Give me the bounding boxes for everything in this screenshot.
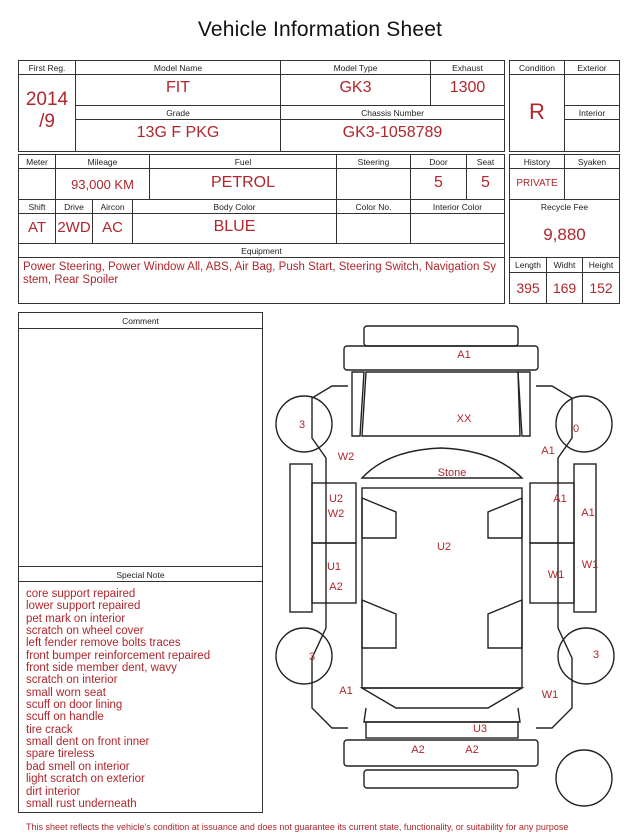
mark-left-front-door-a: U2 <box>328 493 344 505</box>
mark-front-bumper: A1 <box>457 349 471 361</box>
mark-front-right-tire: 0 <box>572 423 580 435</box>
fuel-cell <box>150 155 337 200</box>
aircon-label: Aircon <box>100 202 125 212</box>
special-note-item: small worn seat <box>26 686 106 699</box>
interior-color-label: Interior Color <box>432 202 483 212</box>
drive-value: 2WD <box>57 219 91 236</box>
first-reg-month: /9 <box>39 111 55 132</box>
exterior-label: Exterior <box>577 63 607 73</box>
first-reg-year: 2014 <box>25 89 69 110</box>
mark-rear-right-tire: 3 <box>592 649 600 661</box>
exhaust-label: Exhaust <box>452 63 483 73</box>
seat-label: Seat <box>476 157 495 167</box>
mileage-label: Mileage <box>87 157 118 167</box>
interior-label: Interior <box>578 108 606 118</box>
model-name-cell <box>76 61 281 106</box>
model-name-value: FIT <box>166 79 190 96</box>
mark-rear-bumper-right: A2 <box>465 744 479 756</box>
special-note-item: small rust underneath <box>26 797 137 810</box>
special-note-item: bad smell on interior <box>26 760 130 773</box>
exterior-cell <box>565 61 619 106</box>
body-color-value: BLUE <box>213 218 256 235</box>
chassis-cell <box>281 106 504 151</box>
height-cell <box>583 258 619 303</box>
shift-cell <box>19 200 56 244</box>
mark-left-rear-quarter: A1 <box>339 685 353 697</box>
condition-table <box>509 60 620 152</box>
mark-rear-left-tire: 3 <box>308 651 316 663</box>
syaken-cell <box>565 155 619 200</box>
history-label: History <box>523 157 551 167</box>
model-type-label: Model Type <box>333 63 378 73</box>
length-label: Length <box>515 260 541 270</box>
recycle-fee-label: Recycle Fee <box>540 202 589 212</box>
exhaust-value: 1300 <box>449 79 486 96</box>
mark-roof: U2 <box>436 541 452 553</box>
model-type-value: GK3 <box>339 79 372 96</box>
mark-front-left-tire: 3 <box>298 419 306 431</box>
aircon-cell <box>93 200 133 244</box>
recycle-fee-value: 9,880 <box>543 225 586 244</box>
meter-cell <box>19 155 56 200</box>
mark-front-right-fender: A1 <box>541 445 555 457</box>
length-value: 395 <box>516 280 540 296</box>
mark-front-left-fender: W2 <box>337 451 355 463</box>
history-table <box>509 154 620 304</box>
mark-tailgate: U3 <box>472 723 488 735</box>
car-damage-diagram <box>268 318 624 818</box>
mark-right-rear-quarter: W1 <box>541 689 559 701</box>
special-note-item: scuff on handle <box>26 711 104 724</box>
special-note-item: front bumper reinforcement repaired <box>26 649 211 662</box>
door-value: 5 <box>434 174 443 191</box>
condition-label: Condition <box>519 63 555 73</box>
interior-color-cell <box>411 200 504 244</box>
special-note-item: scratch on wheel cover <box>26 625 144 638</box>
grade-value: 13G F PKG <box>136 124 220 141</box>
door-cell <box>411 155 467 200</box>
equipment-value: Power Steering, Power Window All, ABS, Air Bag, Push Start, Steering Switch, Navigation System, Rear Spoiler <box>23 261 496 286</box>
model-name-label: Model Name <box>153 63 203 73</box>
model-type-cell <box>281 61 431 106</box>
disclaimer-footer: This sheet reflects the vehicle's condition at issuance and does not guarantee its current state, functionality, or suitability for any purpose <box>26 822 569 832</box>
special-note-label: Special Note <box>116 570 165 580</box>
mileage-cell <box>56 155 150 200</box>
shift-label: Shift <box>28 202 46 212</box>
mark-right-rear-door: W1 <box>547 569 565 581</box>
chassis-value: GK3-1058789 <box>342 124 443 141</box>
aircon-value: AC <box>102 219 123 236</box>
syaken-label: Syaken <box>577 157 607 167</box>
body-color-label: Body Color <box>213 202 256 212</box>
mark-right-rear-side: W1 <box>581 559 599 571</box>
mark-right-front-door: A1 <box>553 493 567 505</box>
special-note-item: scuff on door lining <box>26 699 123 712</box>
fuel-label: Fuel <box>234 157 252 167</box>
page-title: Vehicle Information Sheet <box>197 18 443 41</box>
mark-rear-bumper-left: A2 <box>411 744 425 756</box>
fuel-value: PETROL <box>210 174 275 191</box>
special-note-item: dirt interior <box>26 785 81 798</box>
vehicle-spec-table <box>18 154 505 304</box>
comment-label: Comment <box>122 316 159 326</box>
grade-cell <box>76 106 281 151</box>
special-note-item: light scratch on exterior <box>26 773 145 786</box>
special-note-item: scratch on interior <box>26 674 118 687</box>
grade-label: Grade <box>166 108 190 118</box>
width-cell <box>547 258 583 303</box>
color-no-cell <box>337 200 411 244</box>
special-note-item: tire crack <box>26 723 73 736</box>
body-color-cell <box>133 200 337 244</box>
special-note-item: core support repaired <box>26 588 136 600</box>
steering-cell <box>337 155 411 200</box>
shift-value: AT <box>27 219 47 236</box>
steering-label: Steering <box>357 157 390 167</box>
special-note-item: small dent on front inner <box>26 736 150 749</box>
width-value: 169 <box>552 280 577 296</box>
first-reg-label: First Reg. <box>28 63 66 73</box>
special-note-item: spare tireless <box>26 748 95 761</box>
mark-hood: XX <box>456 413 472 425</box>
special-note-item: front side member dent, wavy <box>26 662 177 675</box>
exhaust-cell <box>431 61 504 106</box>
chassis-label: Chassis Number <box>361 108 424 118</box>
vehicle-info-table <box>18 60 505 152</box>
interior-cell <box>565 106 619 151</box>
special-note-item: pet mark on interior <box>26 612 126 625</box>
recycle-fee-cell <box>510 200 619 258</box>
drive-cell <box>56 200 93 244</box>
mark-right-side-panel: A1 <box>581 507 595 519</box>
width-label: Widht <box>553 260 576 270</box>
length-cell <box>510 258 547 303</box>
mark-left-front-door-b: W2 <box>327 508 345 520</box>
special-notes-list <box>26 588 210 810</box>
mark-left-rear-door-b: A2 <box>329 581 343 593</box>
equipment-label: Equipment <box>241 246 282 256</box>
drive-label: Drive <box>64 202 84 212</box>
color-no-label: Color No. <box>355 202 392 212</box>
special-note-item: lower support repaired <box>26 600 141 613</box>
condition-value: R <box>529 99 545 124</box>
meter-label: Meter <box>26 157 48 167</box>
seat-cell <box>467 155 504 200</box>
height-label: Height <box>588 260 614 270</box>
mark-left-rear-door-a: U1 <box>326 561 342 573</box>
seat-value: 5 <box>481 174 490 191</box>
mileage-value: 93,000 KM <box>71 177 134 192</box>
door-label: Door <box>429 157 448 167</box>
height-value: 152 <box>589 280 613 296</box>
history-value: PRIVATE <box>516 178 558 189</box>
special-note-item: left fender remove bolts traces <box>26 637 181 650</box>
mark-windshield: Stone <box>437 467 467 479</box>
history-cell <box>510 155 565 200</box>
